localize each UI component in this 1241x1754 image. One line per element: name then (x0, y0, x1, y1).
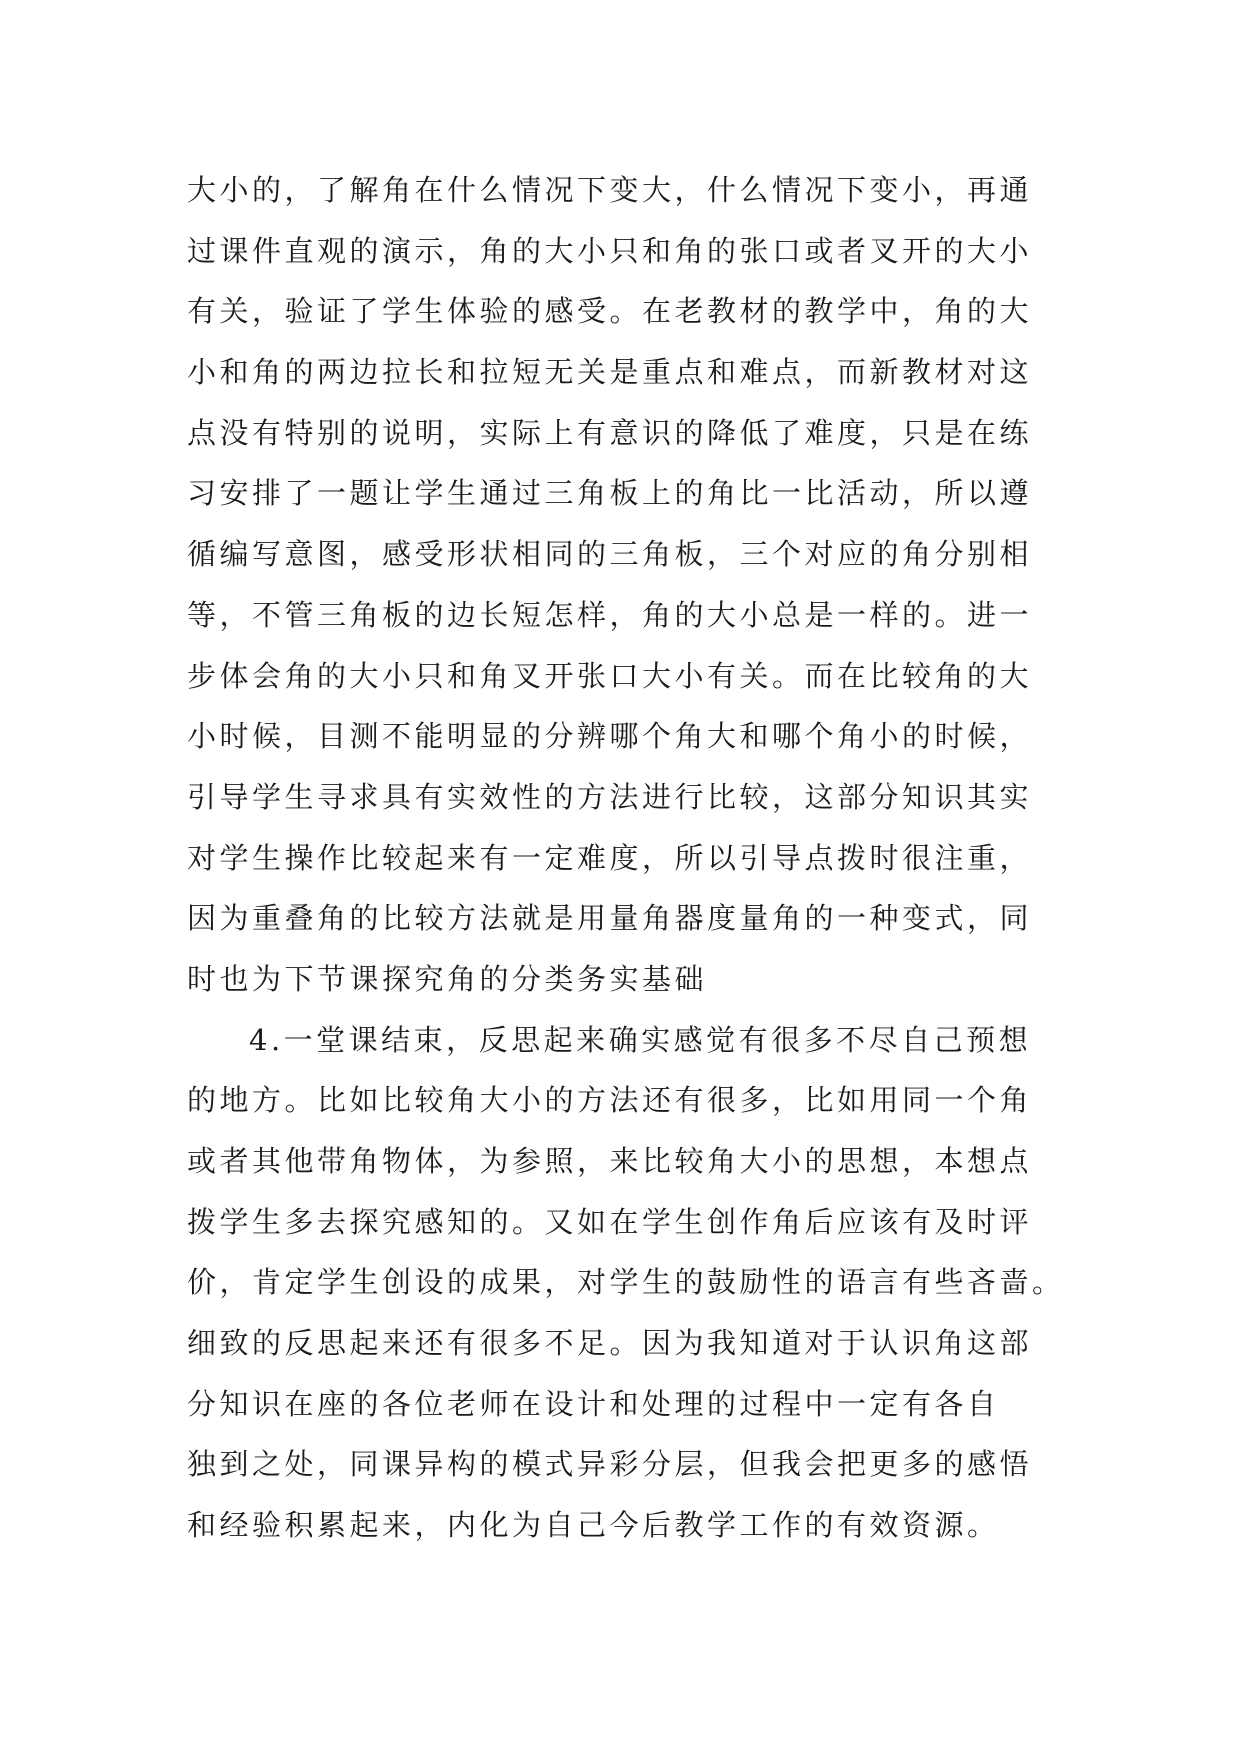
text-line: 独到之处，同课异构的模式异彩分层，但我会把更多的感悟 (187, 1447, 1033, 1482)
text-line: 有关，验证了学生体验的感受。在老教材的教学中，角的大 (187, 294, 1033, 329)
text-line: 或者其他带角物体，为参照，来比较角大小的思想，本想点 (187, 1144, 1033, 1178)
text-line: 循编写意图，感受形状相同的三角板，三个对应的角分别相 (187, 537, 1033, 572)
text-line: 过课件直观的演示，角的大小只和角的张口或者叉开的大小 (187, 233, 1033, 268)
text-line: 点没有特别的说明，实际上有意识的降低了难度，只是在练 (187, 415, 1033, 450)
text-line: 习安排了一题让学生通过三角板上的角比一比活动，所以遵 (187, 476, 1033, 511)
text-line: 细致的反思起来还有很多不足。因为我知道对于认识角这部 (187, 1326, 1033, 1361)
text-line: 小和角的两边拉长和拉短无关是重点和难点，而新教材对这 (187, 355, 1033, 390)
text-line: 步体会角的大小只和角叉开张口大小有关。而在比较角的大 (187, 658, 1033, 693)
text-line: 时也为下节课探究角的分类务实基础 (187, 961, 708, 996)
text-line: 大小的，了解角在什么情况下变大，什么情况下变小，再通 (187, 173, 1033, 207)
text-line: 的地方。比如比较角大小的方法还有很多，比如用同一个角 (187, 1083, 1033, 1118)
text-line: 引导学生寻求具有实效性的方法进行比较，这部分知识其实 (187, 779, 1033, 814)
text-line: 等，不管三角板的边长短怎样，角的大小总是一样的。进一 (187, 597, 1033, 632)
text-line: 拨学生多去探究感知的。又如在学生创作角后应该有及时评 (187, 1204, 1033, 1239)
paragraph-start-line: 4.一堂课结束，反思起来确实感觉有很多不尽自己预想 (249, 1022, 1032, 1057)
text-line: 和经验积累起来，内化为自己今后教学工作的有效资源。 (187, 1508, 1000, 1543)
text-line: 对学生操作比较起来有一定难度，所以引导点拨时很注重， (187, 840, 1033, 875)
text-line: 价，肯定学生创设的成果，对学生的鼓励性的语言有些吝啬。 (187, 1265, 1065, 1300)
text-line: 因为重叠角的比较方法就是用量角器度量角的一种变式，同 (187, 901, 1033, 936)
body-text (187, 160, 1065, 1556)
text-line: 分知识在座的各位老师在设计和处理的过程中一定有各自 (187, 1386, 1000, 1421)
text-line: 小时候，目测不能明显的分辨哪个角大和哪个角小的时候， (187, 719, 1033, 754)
